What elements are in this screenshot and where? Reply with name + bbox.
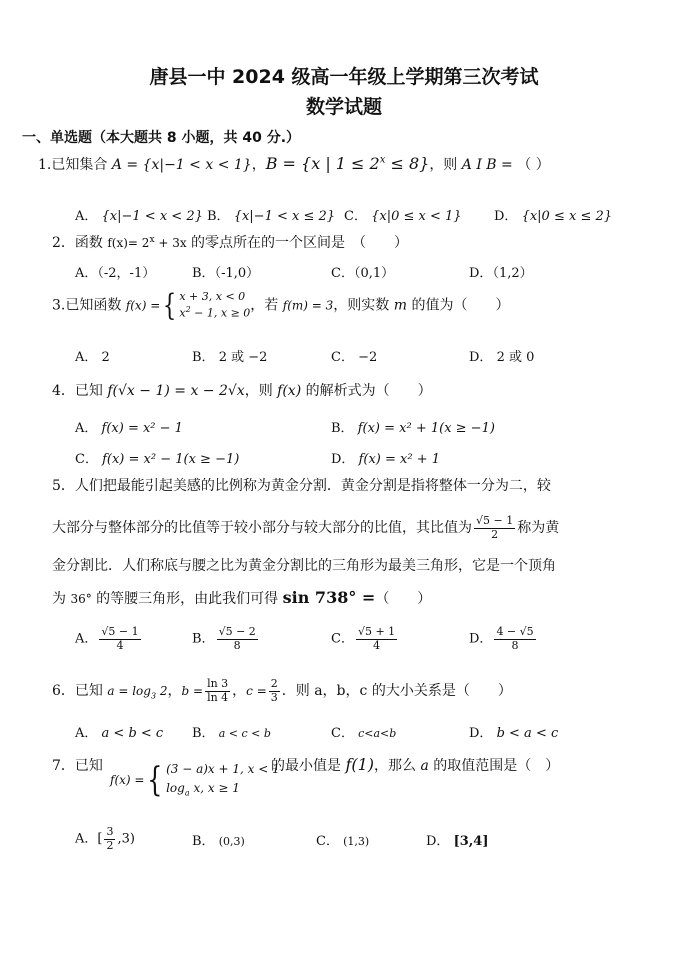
option-label: C． (344, 209, 367, 224)
q3-option-d[interactable] (469, 346, 534, 365)
option-label: B． (192, 834, 215, 849)
option-label: D． (331, 452, 355, 467)
q1-text-b: ，则 (429, 157, 462, 173)
option-text: a < b < c (101, 726, 164, 741)
q4-option-b[interactable] (331, 417, 495, 436)
q3-case-2 (179, 305, 250, 322)
q1-set-a: A = {x|−1 < x < 1} (111, 157, 252, 173)
q5-angle: 36° (70, 592, 92, 606)
q1-text-c: = （ ） (496, 157, 550, 173)
q3-text-b: ，若 (250, 297, 283, 314)
q3-case-2-a: x (179, 306, 186, 320)
option-label: C． (331, 726, 354, 741)
option-den: 8 (233, 638, 241, 652)
q3-fx: f(x) = (125, 298, 161, 313)
q2-fx: f(x)= 2 (107, 236, 150, 250)
q2-fx-exp: x (149, 235, 155, 245)
q1-set-b-end: ≤ 8} (385, 154, 430, 173)
q1-set-b-main: B = {x | 1 ≤ 2 (265, 154, 380, 173)
exam-title: 唐县一中 2024 级高一年级上学期第三次考试 (149, 66, 539, 88)
q6-option-d[interactable] (469, 722, 558, 741)
q2-option-a[interactable] (75, 262, 155, 281)
q1-option-b[interactable] (207, 205, 335, 224)
q3-text: 3.已知函数 (52, 297, 126, 314)
q5-text: 大部分与整体部分的比值等于较小部分与较大部分的比值，其比值为 (52, 520, 472, 537)
q6-option-c[interactable] (331, 722, 396, 741)
q6-b-def: b = (181, 684, 204, 699)
q2-fx-end: + 3x (154, 236, 187, 250)
q1-option-d[interactable] (494, 205, 612, 224)
option-text: {x|0 ≤ x ≤ 2} (521, 209, 613, 224)
q4-option-d[interactable] (331, 448, 440, 467)
q2-text: 2．函数 (52, 235, 108, 251)
q5-ratio-den: 2 (491, 527, 499, 541)
option-label: B． (192, 726, 215, 741)
q7-option-d[interactable] (426, 830, 489, 849)
q2-option-b[interactable] (192, 262, 259, 281)
option-pre: [ (97, 831, 103, 847)
q3-case-1: x + 3, x < 0 (179, 290, 246, 303)
q3-var: m (393, 297, 407, 314)
q6-b-den: ln 4 (207, 690, 229, 704)
option-label: A． (75, 631, 98, 647)
q1-expr: A I B (461, 157, 497, 173)
q7-text-d: 的取值范围是（ ） (428, 758, 560, 774)
q3-text-d: 的值为（ ） (407, 297, 510, 314)
question-7-lead: 7．已知 (52, 758, 103, 774)
q7-option-b[interactable] (192, 830, 245, 849)
q6-c-num: 2 (270, 677, 278, 690)
question-1-stem (38, 154, 550, 174)
q6-b-fraction (205, 678, 230, 704)
q1-text: 1.已知集合 (38, 157, 112, 173)
q2-option-d[interactable] (469, 262, 533, 281)
option-label: D． (426, 834, 450, 849)
q1-option-a[interactable] (75, 205, 203, 224)
q3-case-2-exp: 2 (185, 304, 191, 314)
q7-text-c: ，那么 (374, 758, 421, 774)
q2-text-b: 的零点所在的一个区间是 （ ） (186, 235, 409, 251)
option-text: c<a<b (358, 727, 397, 740)
option-num: √5 − 2 (218, 625, 256, 638)
option-label: A． (75, 421, 98, 436)
option-text: f(x) = x² + 1(x ≥ −1) (357, 421, 495, 436)
q3-brace-icon: { (163, 287, 177, 323)
q3-cond: f(m) = 3 (282, 298, 334, 313)
q5-option-b[interactable] (192, 626, 260, 652)
q6-a-arg: 2 (156, 684, 168, 699)
option-text: f(x) = x² − 1 (101, 421, 183, 436)
q7-case-2-b: x, x ≥ 1 (189, 781, 240, 796)
option-label: D． (469, 266, 493, 281)
question-5-line-2 (52, 515, 559, 541)
q7-f1: f(1) (345, 755, 375, 774)
q7-case-2-base: a (184, 788, 190, 798)
q5-text-e: （ ） (375, 591, 432, 607)
option-fraction (104, 826, 115, 852)
q6-a-base: 3 (150, 691, 157, 701)
option-num: 3 (106, 825, 114, 838)
option-label: C． (316, 834, 339, 849)
q6-a-def (107, 684, 168, 701)
q5-option-c[interactable] (331, 626, 399, 652)
q3-option-b[interactable] (192, 346, 267, 365)
option-den: 2 (106, 838, 114, 852)
option-label: B． (192, 266, 215, 281)
q2-function (107, 236, 186, 250)
q1-option-c[interactable] (344, 205, 462, 224)
option-fraction (494, 626, 535, 652)
question-6-stem (52, 678, 512, 704)
option-fraction (356, 626, 397, 652)
q6-b-num: ln 3 (207, 677, 229, 690)
q6-sep-2: ， (232, 683, 247, 700)
option-text: （0,1） (353, 266, 395, 281)
section-heading: 一、单选题（本大题共 8 小题，共 40 分.） (22, 130, 301, 146)
option-label: D． (469, 726, 493, 741)
q6-a-log: a = log (107, 684, 151, 699)
q1-set-b (266, 154, 430, 173)
question-2-stem (52, 232, 408, 252)
q6-text-b: ．则 a，b，c 的大小关系是（ ） (281, 683, 512, 700)
option-text: f(x) = x² − 1(x ≥ −1) (102, 452, 240, 467)
option-label: B． (207, 209, 230, 224)
option-label: A． (75, 831, 98, 847)
option-label: A． (75, 266, 98, 281)
q7-option-a[interactable] (75, 826, 135, 852)
q7-var: a (420, 758, 429, 774)
option-text: （1,2） (492, 266, 533, 281)
question-5-line-3: 金分割比．人们称底与腰之比为黄金分割比的三角形为最美三角形，它是一个顶角 (52, 558, 556, 574)
q3-cases (179, 290, 250, 321)
option-text: −2 (358, 350, 378, 365)
option-text: 2 或 0 (496, 350, 535, 365)
q5-golden-ratio (474, 515, 515, 541)
option-den: 4 (373, 638, 381, 652)
option-text: f(x) = x² + 1 (358, 452, 440, 467)
q6-sep: ， (167, 683, 182, 700)
q4-text-b: ，则 (244, 383, 278, 399)
q5-text-d: 的等腰三角形，由此我们可得 (91, 591, 283, 607)
q1-sep: ， (251, 157, 266, 173)
q5-expr: sin 738° = (282, 588, 376, 607)
q5-option-a[interactable] (75, 626, 143, 652)
option-den: 8 (511, 638, 519, 652)
option-num: √5 + 1 (357, 625, 396, 638)
option-text: （-1,0） (214, 266, 260, 281)
q5-text-b: 称为黄 (517, 520, 560, 537)
q3-option-a[interactable] (75, 346, 110, 365)
q7-cases (166, 760, 280, 800)
option-label: C． (75, 452, 98, 467)
q6-option-a[interactable] (75, 722, 163, 741)
option-text: (1,3) (343, 835, 370, 848)
q6-text: 6．已知 (52, 683, 108, 700)
option-label: C． (331, 266, 354, 281)
q4-fx: f(x) (277, 383, 302, 399)
option-num: √5 − 1 (101, 625, 139, 638)
option-label: B． (331, 421, 354, 436)
q4-text-c: 的解析式为（ ） (301, 383, 432, 399)
option-text: {x|0 ≤ x < 1} (371, 209, 462, 224)
q3-option-c[interactable] (331, 346, 377, 365)
question-5-line-1: 5．人们把最能引起美感的比例称为黄金分割．黄金分割是指将整体一分为二，较 (52, 478, 551, 494)
q6-c-fraction (269, 678, 280, 704)
option-label: D． (469, 631, 493, 647)
option-label: A． (75, 209, 98, 224)
option-fraction (99, 626, 140, 652)
option-text: 2 (101, 350, 110, 365)
q7-text-b: 的最小值是 (271, 758, 346, 774)
option-fraction (217, 626, 258, 652)
option-text: [3,4] (453, 834, 489, 849)
option-text: （-2，-1） (97, 266, 156, 281)
q4-option-c[interactable] (75, 448, 239, 467)
q7-option-c[interactable] (316, 830, 369, 849)
question-5-line-4 (52, 590, 431, 606)
q7-brace-icon: { (147, 760, 163, 801)
option-text: b < a < c (496, 726, 559, 741)
option-label: C． (331, 350, 354, 365)
option-label: B． (192, 350, 215, 365)
question-7-tail (271, 755, 559, 775)
option-label: D． (494, 209, 518, 224)
option-label: C． (331, 631, 354, 647)
q3-text-c: ，则实数 (333, 297, 394, 314)
option-num: 4 − √5 (496, 625, 534, 638)
q7-case-2-log: log (166, 781, 185, 796)
exam-subtitle: 数学试题 (305, 96, 382, 118)
option-text: {x|−1 < x ≤ 2} (233, 209, 336, 224)
option-label: D． (469, 350, 493, 365)
q7-fx: f(x) = (110, 773, 145, 788)
q5-ratio-num: √5 − 1 (476, 514, 514, 527)
option-label: B． (192, 631, 215, 647)
question-3-stem (52, 287, 510, 323)
q5-option-d[interactable] (469, 626, 538, 652)
option-text: (0,3) (218, 835, 245, 848)
option-label: A． (75, 350, 98, 365)
q4-given: f(√x − 1) = x − 2√x (107, 383, 245, 399)
q6-c-den: 3 (270, 690, 278, 704)
q7-case-1: (3 − a)x + 1, x < 1 (166, 762, 280, 776)
option-text: {x|−1 < x < 2} (101, 209, 203, 224)
q7-case-2 (166, 779, 280, 800)
q6-option-b[interactable] (192, 722, 271, 741)
option-text: a < c < b (218, 727, 271, 740)
question-7-stem (110, 760, 280, 800)
option-post: ,3) (117, 831, 135, 847)
q4-option-a[interactable] (75, 417, 183, 436)
q2-option-c[interactable] (331, 262, 394, 281)
option-text: 2 或 −2 (218, 350, 268, 365)
question-4-stem (52, 380, 432, 400)
option-label: A． (75, 726, 98, 741)
q6-c-def: c = (246, 684, 267, 699)
q1-set-b-exp: x (379, 154, 386, 166)
q5-text-c: 为 (52, 591, 71, 607)
option-den: 4 (116, 638, 124, 652)
q4-text: 4．已知 (52, 383, 108, 399)
q3-case-2-b: − 1, x ≥ 0 (190, 306, 251, 320)
